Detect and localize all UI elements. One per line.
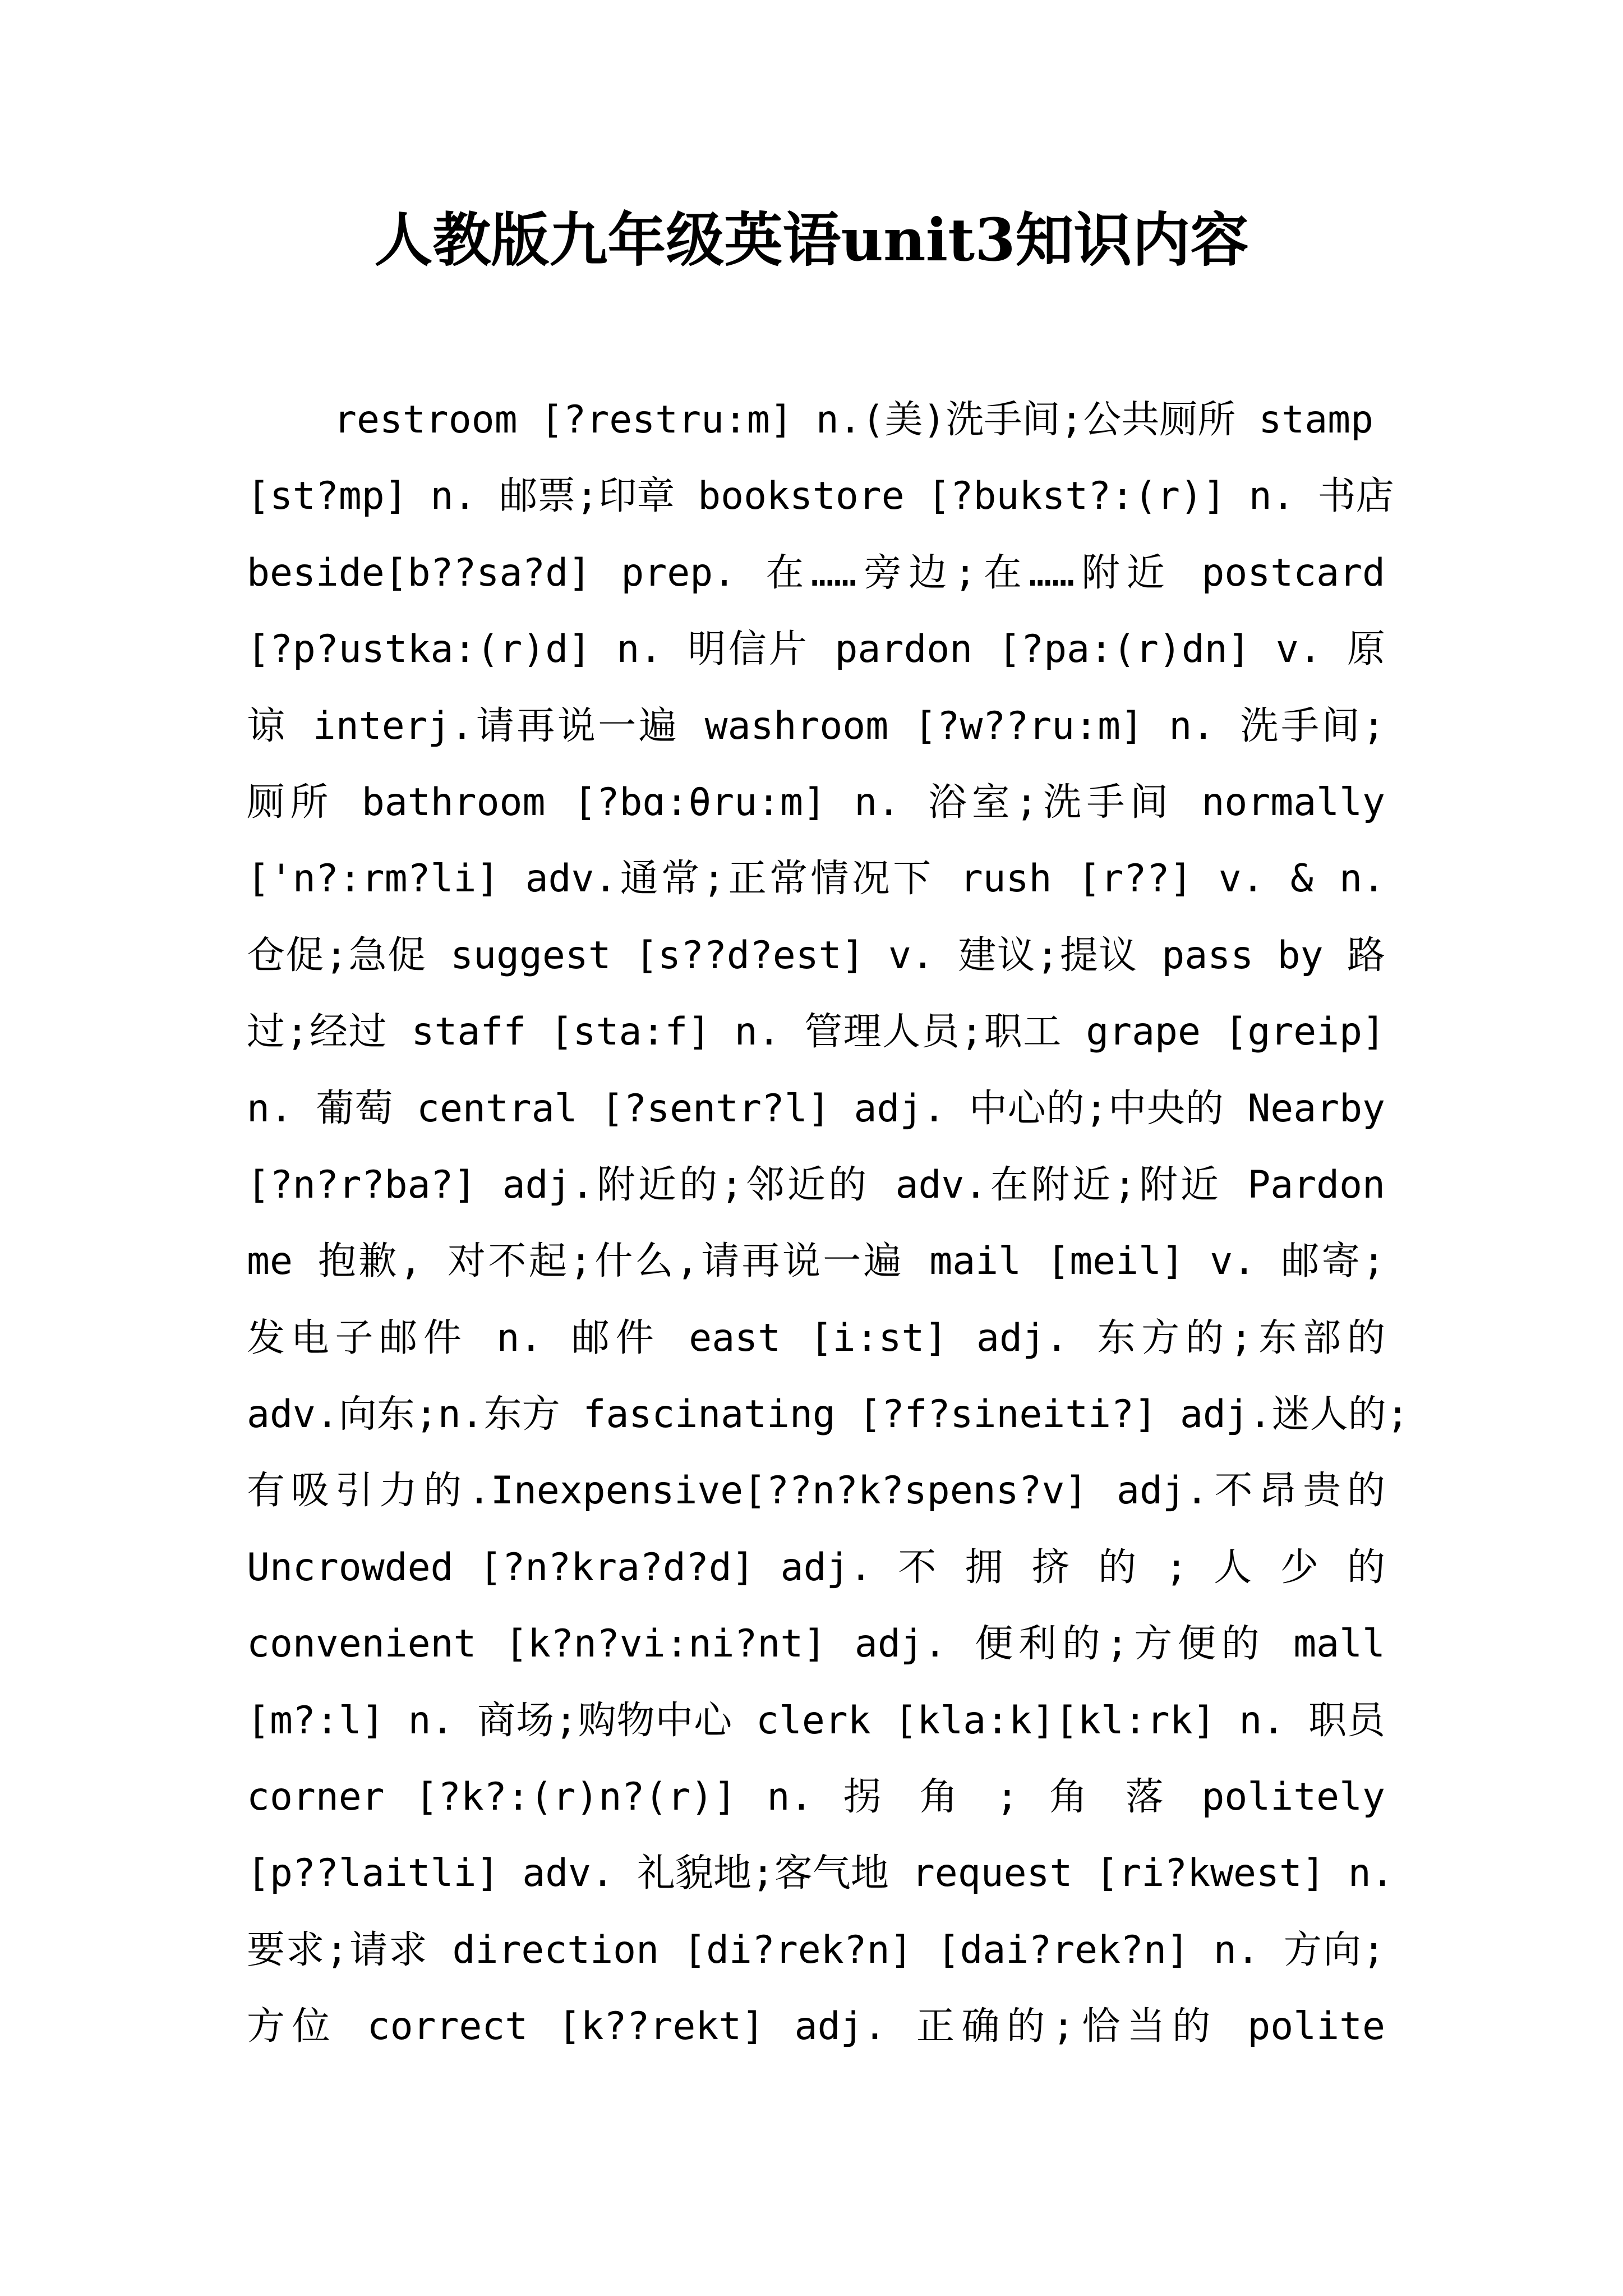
body-line: 有吸引力的.Inexpensive[??n?k?spens?v] adj.不昂贵的	[247, 1469, 1385, 1513]
body-line: 厕所 bathroom [?bɑ:θru:m] n. 浴室;洗手间 normally	[247, 780, 1385, 825]
body-line: 过;经过 staff [sta:f] n. 管理人员;职工 grape [greip]	[247, 1010, 1385, 1055]
body-line: beside[b??sa?d] prep. 在……旁边;在……附近 postcard	[247, 550, 1385, 595]
body-line: [?p?ustka:(r)d] n. 明信片 pardon [?pa:(r)dn] v. 原	[247, 627, 1385, 672]
body-line: [?n?r?ba?] adj.附近的;邻近的 adv.在附近;附近 Pardon	[247, 1162, 1385, 1207]
body-line: restroom [?restru:m] n.(美)洗手间;公共厕所 stamp	[334, 398, 1374, 442]
body-line: 谅 interj.请再说一遍 washroom [?w??ru:m] n. 洗手间;	[247, 703, 1385, 748]
body-line: convenient [k?n?vi:ni?nt] adj. 便利的;方便的 mall	[247, 1622, 1385, 1667]
body-line: Uncrowded [?n?kra?d?d] adj. 不 拥 挤 的 ; 人 少 的	[247, 1545, 1385, 1590]
body-line: me 抱歉, 对不起;什么,请再说一遍 mail [meil] v. 邮寄;	[247, 1239, 1385, 1284]
body-line: n. 葡萄 central [?sentr?l] adj. 中心的;中央的 Nearby	[247, 1086, 1385, 1131]
document-body	[247, 382, 1409, 2065]
body-line: corner [?k?:(r)n?(r)] n. 拐 角 ; 角 落 politely	[247, 1775, 1385, 1820]
body-line: 发电子邮件 n. 邮件 east [i:st] adj. 东方的;东部的	[247, 1315, 1385, 1360]
document-title: 人教版九年级英语unit3知识内容	[374, 205, 1249, 274]
body-line: [m?:l] n. 商场;购物中心 clerk [kla:k][kl:rk] n. 职员	[247, 1698, 1385, 1743]
body-line: 要求;请求 direction [di?rek?n] [dai?rek?n] n. 方向;	[247, 1927, 1385, 1972]
body-line: ['n?:rm?li] adv.通常;正常情况下 rush [r??] v. & n.	[247, 857, 1385, 901]
body-line: 仓促;急促 suggest [s??d?est] v. 建议;提议 pass by 路	[247, 933, 1385, 978]
body-line: 方位 correct [k??rekt] adj. 正确的;恰当的 polite	[247, 2004, 1385, 2049]
body-line: [st?mp] n. 邮票;印章 bookstore [?bukst?:(r)] n. 书店	[247, 474, 1394, 519]
body-line: adv.向东;n.东方 fascinating [?f?sineiti?] adj.迷人的;	[247, 1392, 1409, 1437]
body-line: [p??laitli] adv. 礼貌地;客气地 request [ri?kwest] n.	[247, 1851, 1394, 1896]
